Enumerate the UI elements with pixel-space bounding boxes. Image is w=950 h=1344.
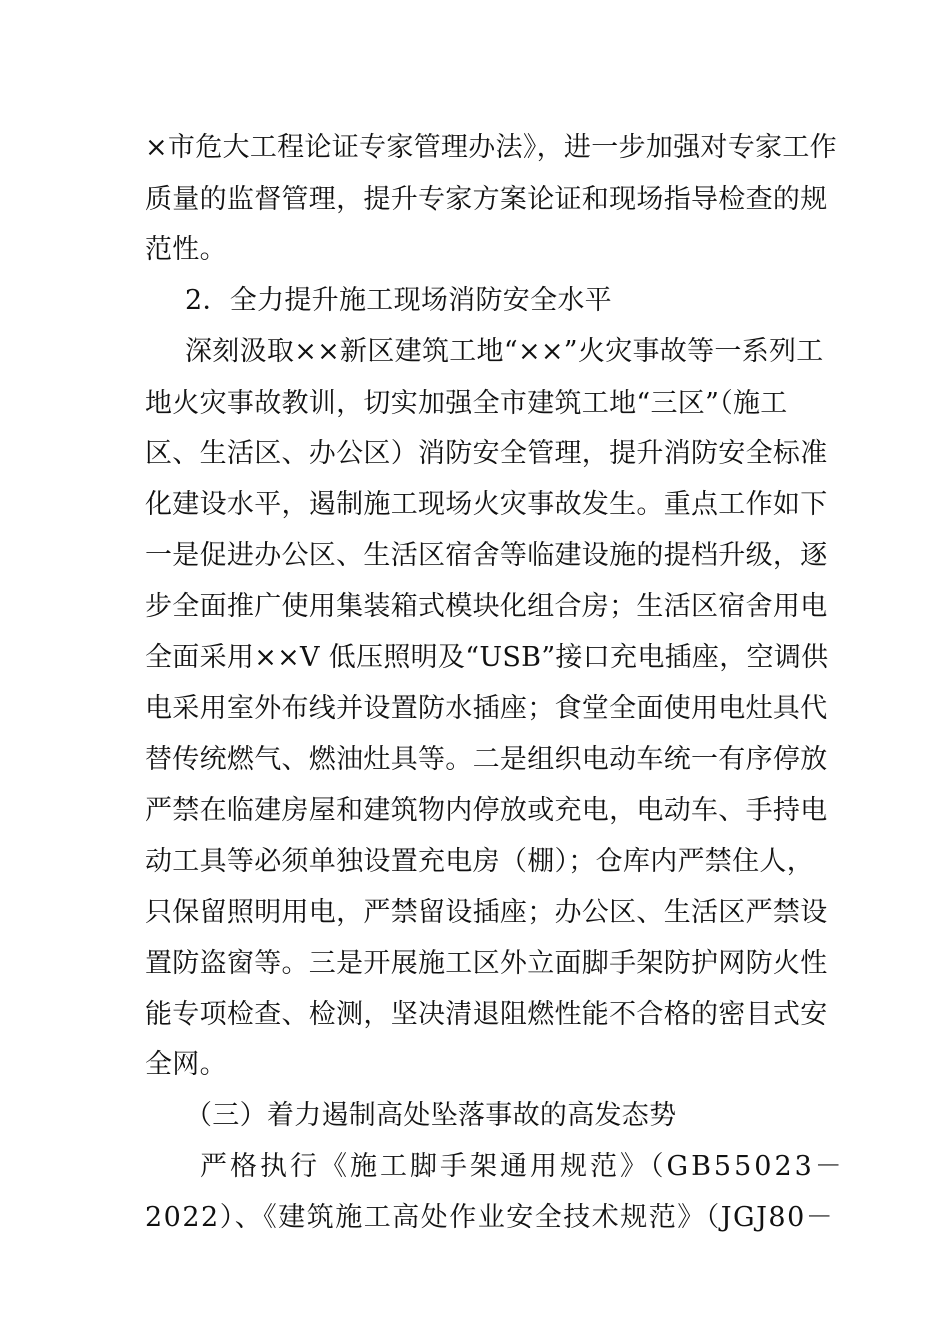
- body-text-line: ×市危大工程论证专家管理办法》，进一步加强对专家工作: [145, 132, 837, 163]
- body-text-line: 步全面推广使用集装箱式模块化组合房；生活区宿舍用电: [145, 591, 828, 622]
- body-text-line: 质量的监督管理，提升专家方案论证和现场指导检查的规: [145, 184, 828, 215]
- body-text-line: 能专项检查、检测，坚决清退阻燃性能不合格的密目式安: [145, 999, 828, 1030]
- paragraph-first-line: 严格执行《施工脚手架通用规范》（GB55023－: [200, 1151, 845, 1182]
- body-text-line: 电采用室外布线并设置防水插座；食堂全面使用电灶具代: [145, 693, 828, 724]
- body-text-line: 地火灾事故教训，切实加强全市建筑工地“三区”（施工: [145, 388, 788, 419]
- body-text-line: 区、生活区、办公区）消防安全管理，提升消防安全标准: [145, 438, 828, 469]
- body-text-line: 替传统燃气、燃油灶具等。二是组织电动车统一有序停放: [145, 744, 828, 775]
- body-text-line: 一是促进办公区、生活区宿舍等临建设施的提档升级，逐: [145, 540, 828, 571]
- body-text-line: 化建设水平，遏制施工现场火灾事故发生。重点工作如下: [145, 489, 828, 520]
- body-text-line: 全面采用××V 低压照明及“USB”接口充电插座，空调供: [145, 642, 829, 673]
- body-text-line: 范性。: [145, 234, 227, 265]
- body-text-line: 2022）、《建筑施工高处作业安全技术规范》（JGJ80－: [145, 1202, 835, 1233]
- body-text-line: 置防盗窗等。三是开展施工区外立面脚手架防护网防火性: [145, 948, 828, 979]
- body-text-line: 只保留照明用电，严禁留设插座；办公区、生活区严禁设: [145, 897, 828, 928]
- subsection-heading: （三）着力遏制高处坠落事故的高发态势: [185, 1100, 677, 1131]
- body-text-line: 全网。: [145, 1049, 227, 1080]
- paragraph-first-line: 深刻汲取××新区建筑工地“××”火灾事故等一系列工: [185, 336, 824, 367]
- section-heading: 2．全力提升施工现场消防安全水平: [185, 285, 612, 316]
- body-text-line: 严禁在临建房屋和建筑物内停放或充电，电动车、手持电: [145, 795, 828, 826]
- body-text-line: 动工具等必须单独设置充电房（棚）；仓库内严禁住人，: [145, 846, 814, 877]
